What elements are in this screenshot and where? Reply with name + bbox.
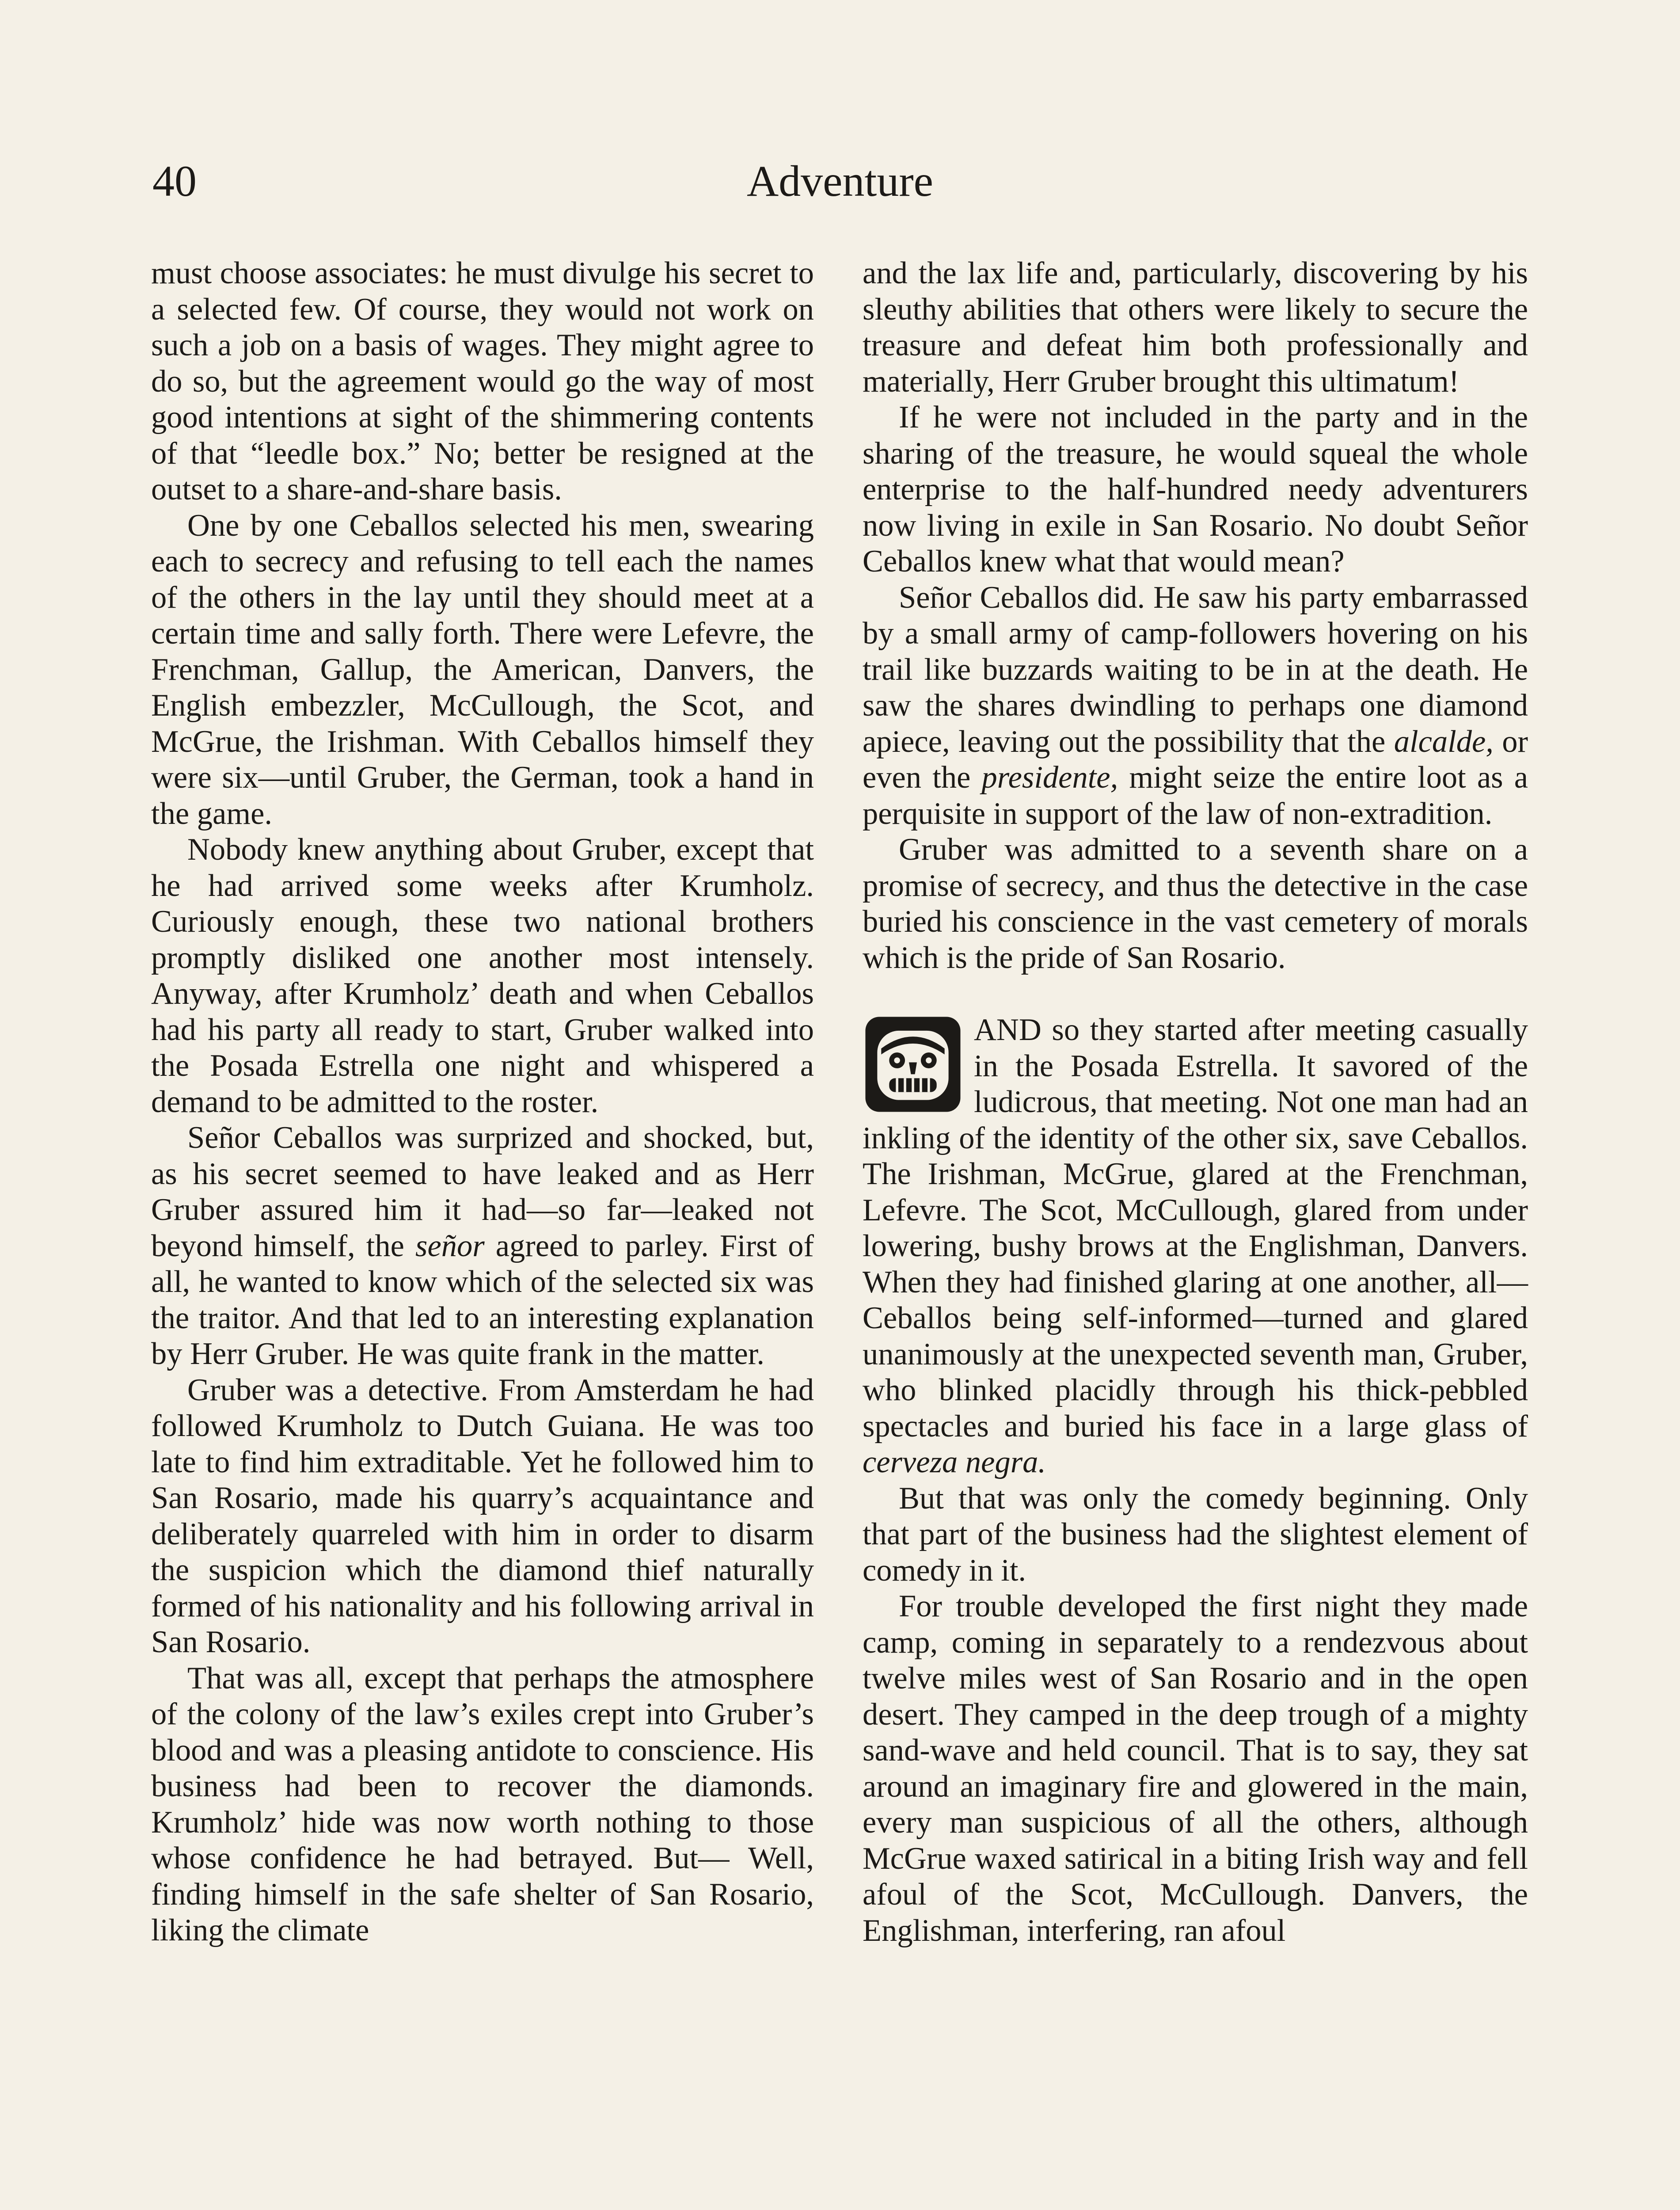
paragraph: Gruber was a detective. From Amsterdam he had followed Krumholz to Dutch Guiana. He was too late to find him extraditable. Yet he followed him to San Rosario, made his quarry’s acquaintance and deliberately quarreled with him in order to disarm the suspicion which the diamond thief naturally formed of his nationality and his following arrival in San Rosario. [151, 1372, 814, 1659]
paragraph: must choose associates: he must divulge his secret to a selected few. Of course, they would not work on such a job on a basis of wages. They might agree to do so, but the agreement would go the way of most good intentions at sight of the shimmering contents of that “leedle box.” No; better be resigned at the outset to a share-and-share basis. [151, 256, 814, 507]
left-column [151, 255, 814, 1949]
italic-word: alcalde, [1394, 724, 1494, 759]
paragraph: If he were not included in the party and in the sharing of the treasure, he would squeal the whole enterprise to the half-hundred needy adventurers now living in exile in San Rosario. No doubt Señor Ceballos knew what that would mean? [863, 400, 1528, 579]
running-head: Adventure [746, 156, 934, 206]
paragraph: That was all, except that perhaps the atmosphere of the colony of the law’s exiles crept into Gruber’s blood and was a pleasing antidote to conscience. His business had been to recover the diamonds. Krumholz’ hide was now worth nothing to those whose confidence he had betrayed. But— Well, finding himself in the safe shelter of San Rosario, liking the climate [151, 1661, 814, 1947]
paragraph [863, 580, 1528, 832]
text-span: agreed to parley. First of all, he wanted to know which of the selected six was the traitor. And that led to an interesting explanation by Herr Gruber. He was quite frank in the matter. [151, 1228, 814, 1371]
paragraph: Gruber was admitted to a seventh share on a promise of secrecy, and thus the detective in the case buried his conscience in the vast cemetery of morals which is the pride of San Rosario. [863, 832, 1528, 975]
paragraph: Nobody knew anything about Gruber, except that he had arrived some weeks after Krumholz. Curiously enough, these two national brothers promptly disliked one another most intensely. Anyway, after Krumholz’ death and when Ceballos had his party all ready to start, Gruber walked into the Posada Estrella one night and whispered a demand to be admitted to the roster. [151, 832, 814, 1119]
text-span: or even the [863, 724, 1528, 795]
paragraph: and the lax life and, particularly, discovering by his sleuthy abilities that others were likely to secure the treasure and defeat him both professionally and materially, Herr Gruber brought this ultimatum! [863, 256, 1528, 399]
text-span: Señor Ceballos did. He saw his party embarrassed by a small army of camp-followers hovering on his trail like buzzards waiting to be in at the death. He saw the shares dwindling to perhaps one diamond apiece, leaving out the possibility that the [863, 580, 1528, 759]
page-number: 40 [152, 156, 197, 206]
paragraph: For trouble developed the first night they made camp, coming in separately to a rendezvous about twelve miles west of San Rosario and in the open desert. They camped in the deep trough of a mighty sand-wave and held council. That is to say, they sat around an imaginary fire and glowered in the main, every man suspicious of all the others, although McGrue waxed satirical in a biting Irish way and fell afoul of the Scot, McCullough. Danvers, the Englishman, interfering, ran afoul [863, 1589, 1528, 1948]
italic-word: presidente, [981, 760, 1118, 795]
paragraph-dropcap [863, 1012, 1528, 1481]
right-column [863, 255, 1528, 1949]
paragraph [151, 1120, 814, 1372]
italic-word: cerveza negra. [863, 1445, 1046, 1479]
text-span: AND so they started after meeting casually in the Posada Estrella. It savored of the ludicrous, that meeting. Not one man had an inkling of the identity of the other six, save Ceballos. The Irishman, McGrue, glared at the Frenchman, Lefevre. The Scot, McCullough, glared from under lowering, bushy brows at the Englishman, Danvers. When they had finished glaring at one another, all—Ceballos being self-informed—turned and glared unanimously at the unexpected seventh man, Gruber, who blinked placidly through his thick-pebbled spectacles and buried his face in a large glass of [863, 1013, 1528, 1444]
italic-word: señor [415, 1228, 485, 1263]
text-span: Señor Ceballos was surprized and shocked, but, as his secret seemed to have leaked and as Herr Gruber assured him it had—so far—leaked not beyond himself, the [151, 1120, 814, 1263]
paragraph: One by one Ceballos selected his men, swearing each to secrecy and refusing to tell each the names of the others in the lay until they should meet at a certain time and sally forth. There were Lefevre, the Frenchman, Gallup, the American, Danvers, the English embezzler, McCullough, the Scot, and McGrue, the Irishman. With Ceballos himself they were six—until Gruber, the German, took a hand in the game. [151, 508, 814, 831]
text-span: might seize the entire loot as a perquisite in support of the law of non-extradition. [863, 760, 1528, 831]
paragraph: But that was only the comedy beginning. Only that part of the business had the slightest element of comedy in it. [863, 1481, 1528, 1588]
ornamental-initial-icon [863, 1015, 962, 1114]
